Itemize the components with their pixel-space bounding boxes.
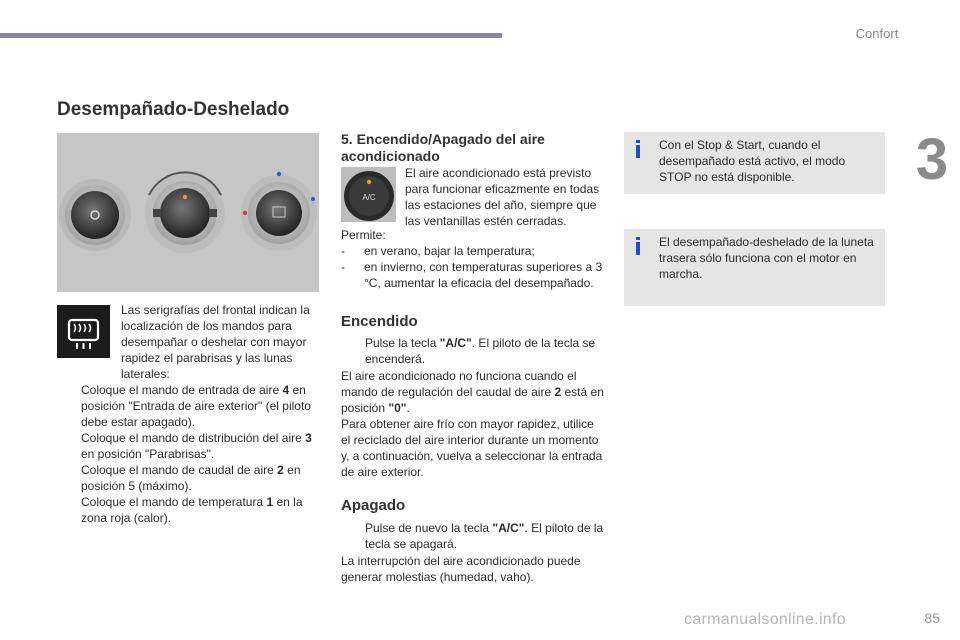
info-note-rear-window (624, 229, 885, 306)
encendido-text (341, 368, 606, 480)
list-item (341, 243, 606, 259)
text-span: está en posición (341, 385, 604, 415)
list-item (57, 494, 322, 526)
watermark: carmanualsonline.info (684, 611, 846, 628)
permite-item-text: en verano, bajar la temperatura; (364, 244, 535, 258)
text-span: . (406, 401, 410, 415)
list-item (341, 259, 606, 291)
bold-span: "0" (388, 401, 407, 415)
key-name: "A/C" (439, 336, 472, 350)
info-icon (636, 237, 640, 255)
intro-text: Las serigrafías del frontal indican la localización de los mandos para desempañar o deshelar con mayor rapidez el parabrisas y las lunas laterales: (121, 303, 310, 381)
step-number: 4 (282, 383, 290, 397)
bold-span: 2 (554, 385, 562, 399)
list-item (57, 462, 322, 494)
encendido-steps (341, 335, 606, 367)
step-number: 3 (305, 431, 312, 445)
header-accent-bar (0, 33, 502, 38)
apagado-title: Apagado (341, 497, 406, 514)
encendido-paragraph-2: Para obtener aire frío con mayor rapidez, utilice el reciclado del aire interior durante un momento y, a continuación, vuelva a seleccionar la entrada de aire exterior. (341, 417, 603, 479)
key-name: "A/C" (492, 521, 525, 535)
page-number: 85 (924, 610, 940, 626)
chapter-number: 3 (915, 127, 949, 192)
ac-button-photo (341, 167, 396, 222)
list-item (341, 520, 606, 552)
step-text: Coloque el mando de temperatura (81, 495, 267, 509)
defrost-steps (57, 382, 322, 526)
ac-button-label: A/C (362, 193, 376, 202)
rear-defrost-icon (57, 305, 110, 358)
page-title: Desempañado-Deshelado (57, 99, 290, 120)
air-inlet-knob (59, 179, 131, 251)
encendido-title: Encendido (341, 313, 418, 330)
apagado-steps (341, 520, 606, 552)
info-icon (636, 140, 640, 158)
step-text: Pulse de nuevo la tecla (365, 521, 493, 535)
dash-marker: - (341, 244, 345, 258)
info-note-stop-start (624, 132, 885, 194)
step-text: Coloque el mando de caudal de aire (81, 463, 278, 477)
step-text: en posición 5 (máximo). (81, 463, 301, 493)
list-item (57, 430, 322, 462)
permite-block (341, 227, 606, 291)
ac-knob (145, 172, 225, 253)
note-text: Con el Stop & Start, cuando el desempañado está activo, el modo STOP no está disponible. (659, 138, 846, 184)
step-text: Coloque el mando de entrada de aire (81, 383, 283, 397)
permite-label: Permite: (341, 228, 386, 242)
encendido-paragraph-1 (341, 368, 606, 416)
note-text: El desempañado-deshelado de la luneta trasera sólo funciona con el motor en marcha. (659, 235, 874, 281)
step-text: . El piloto de la tecla se apagará. (365, 521, 604, 551)
step-number: 1 (266, 495, 274, 509)
step-text: Pulse la tecla (365, 336, 440, 350)
dash-marker: - (341, 260, 345, 274)
text-span: El aire acondicionado no funciona cuando el mando de regulación del caudal de aire (341, 369, 577, 399)
step-text: Coloque el mando de distribución del aire (81, 431, 306, 445)
permite-list (341, 243, 606, 291)
step-text: . El piloto de la tecla se encenderá. (365, 336, 596, 366)
step-text: en posición "Parabrisas". (81, 447, 215, 461)
section-5-title: 5. Encendido/Apagado del aire acondicionado (341, 131, 545, 164)
permite-item-text: en invierno, con temperaturas superiores a 3 °C, aumentar la eficacia del desempañado. (364, 260, 603, 290)
list-item (341, 335, 606, 367)
step-text: en posición "Entrada de aire exterior" (el piloto debe estar apagado). (81, 383, 311, 429)
list-item (57, 382, 322, 430)
control-panel-illustration (57, 133, 319, 292)
ac-intro: El aire acondicionado está previsto para funcionar eficazmente en todas las estaciones del año, siempre que las ventanillas estén cerradas. (405, 166, 600, 228)
step-number: 2 (277, 463, 284, 477)
control-panel-photo (57, 133, 319, 292)
step-text: en la zona roja (calor). (81, 495, 303, 525)
apagado-paragraph: La interrupción del aire acondicionado puede generar molestias (humedad, vaho). (341, 554, 581, 584)
section-label: Confort (855, 26, 899, 41)
